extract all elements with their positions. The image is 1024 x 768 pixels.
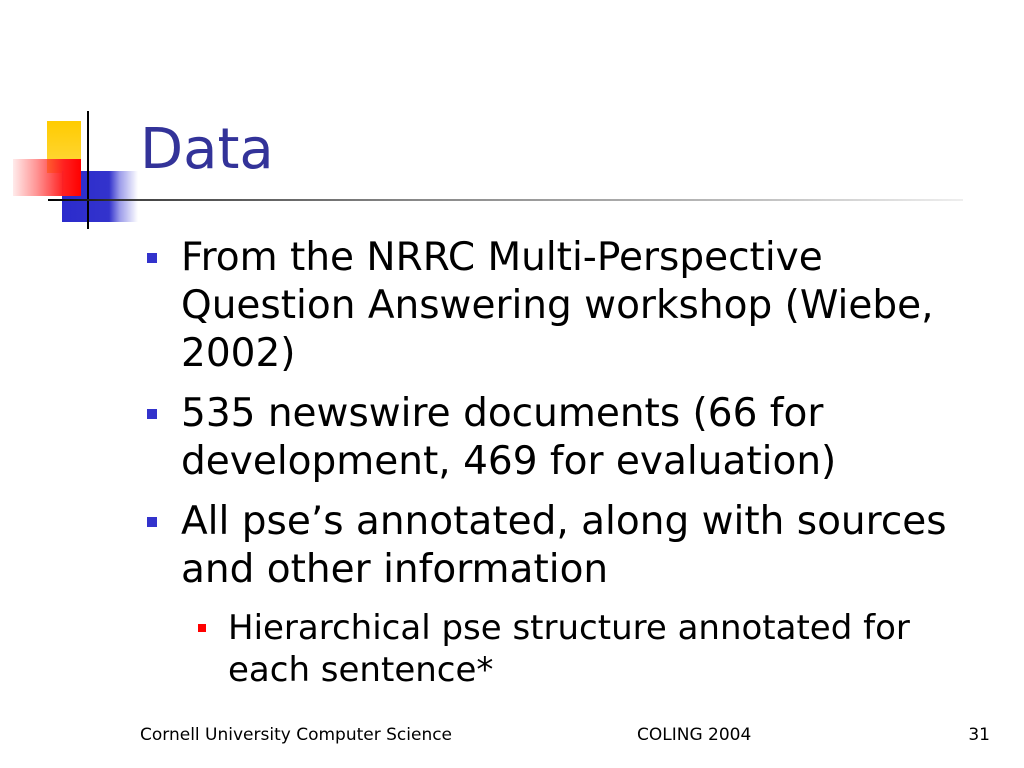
logo-red-bar xyxy=(13,159,81,196)
slide-title: Data xyxy=(140,117,274,182)
bullet-item xyxy=(0,234,981,378)
logo-vertical-line xyxy=(87,111,89,229)
sub-bullet-item xyxy=(181,607,958,691)
bullet-text: From the NRRC Multi-Perspective Question Answering workshop (Wiebe, 2002) xyxy=(181,235,934,376)
square-bullet-icon xyxy=(147,409,157,419)
square-bullet-icon xyxy=(147,517,157,527)
title-underline xyxy=(48,199,963,201)
square-bullet-icon xyxy=(147,253,157,263)
bullet-item xyxy=(0,390,981,486)
footer-organization: Cornell University Computer Science xyxy=(140,725,453,745)
square-sub-bullet-icon xyxy=(198,624,206,632)
slide-number: 31 xyxy=(968,725,990,745)
bullet-item xyxy=(0,498,981,691)
bullet-text: 535 newswire documents (66 for development, 469 for evaluation) xyxy=(181,391,837,484)
bullet-list xyxy=(0,234,1024,691)
bullet-text: All pse’s annotated, along with sources and other information xyxy=(181,499,947,592)
sub-bullet-text: Hierarchical pse structure annotated for each sentence* xyxy=(228,608,910,690)
footer-conference: COLING 2004 xyxy=(637,725,752,745)
